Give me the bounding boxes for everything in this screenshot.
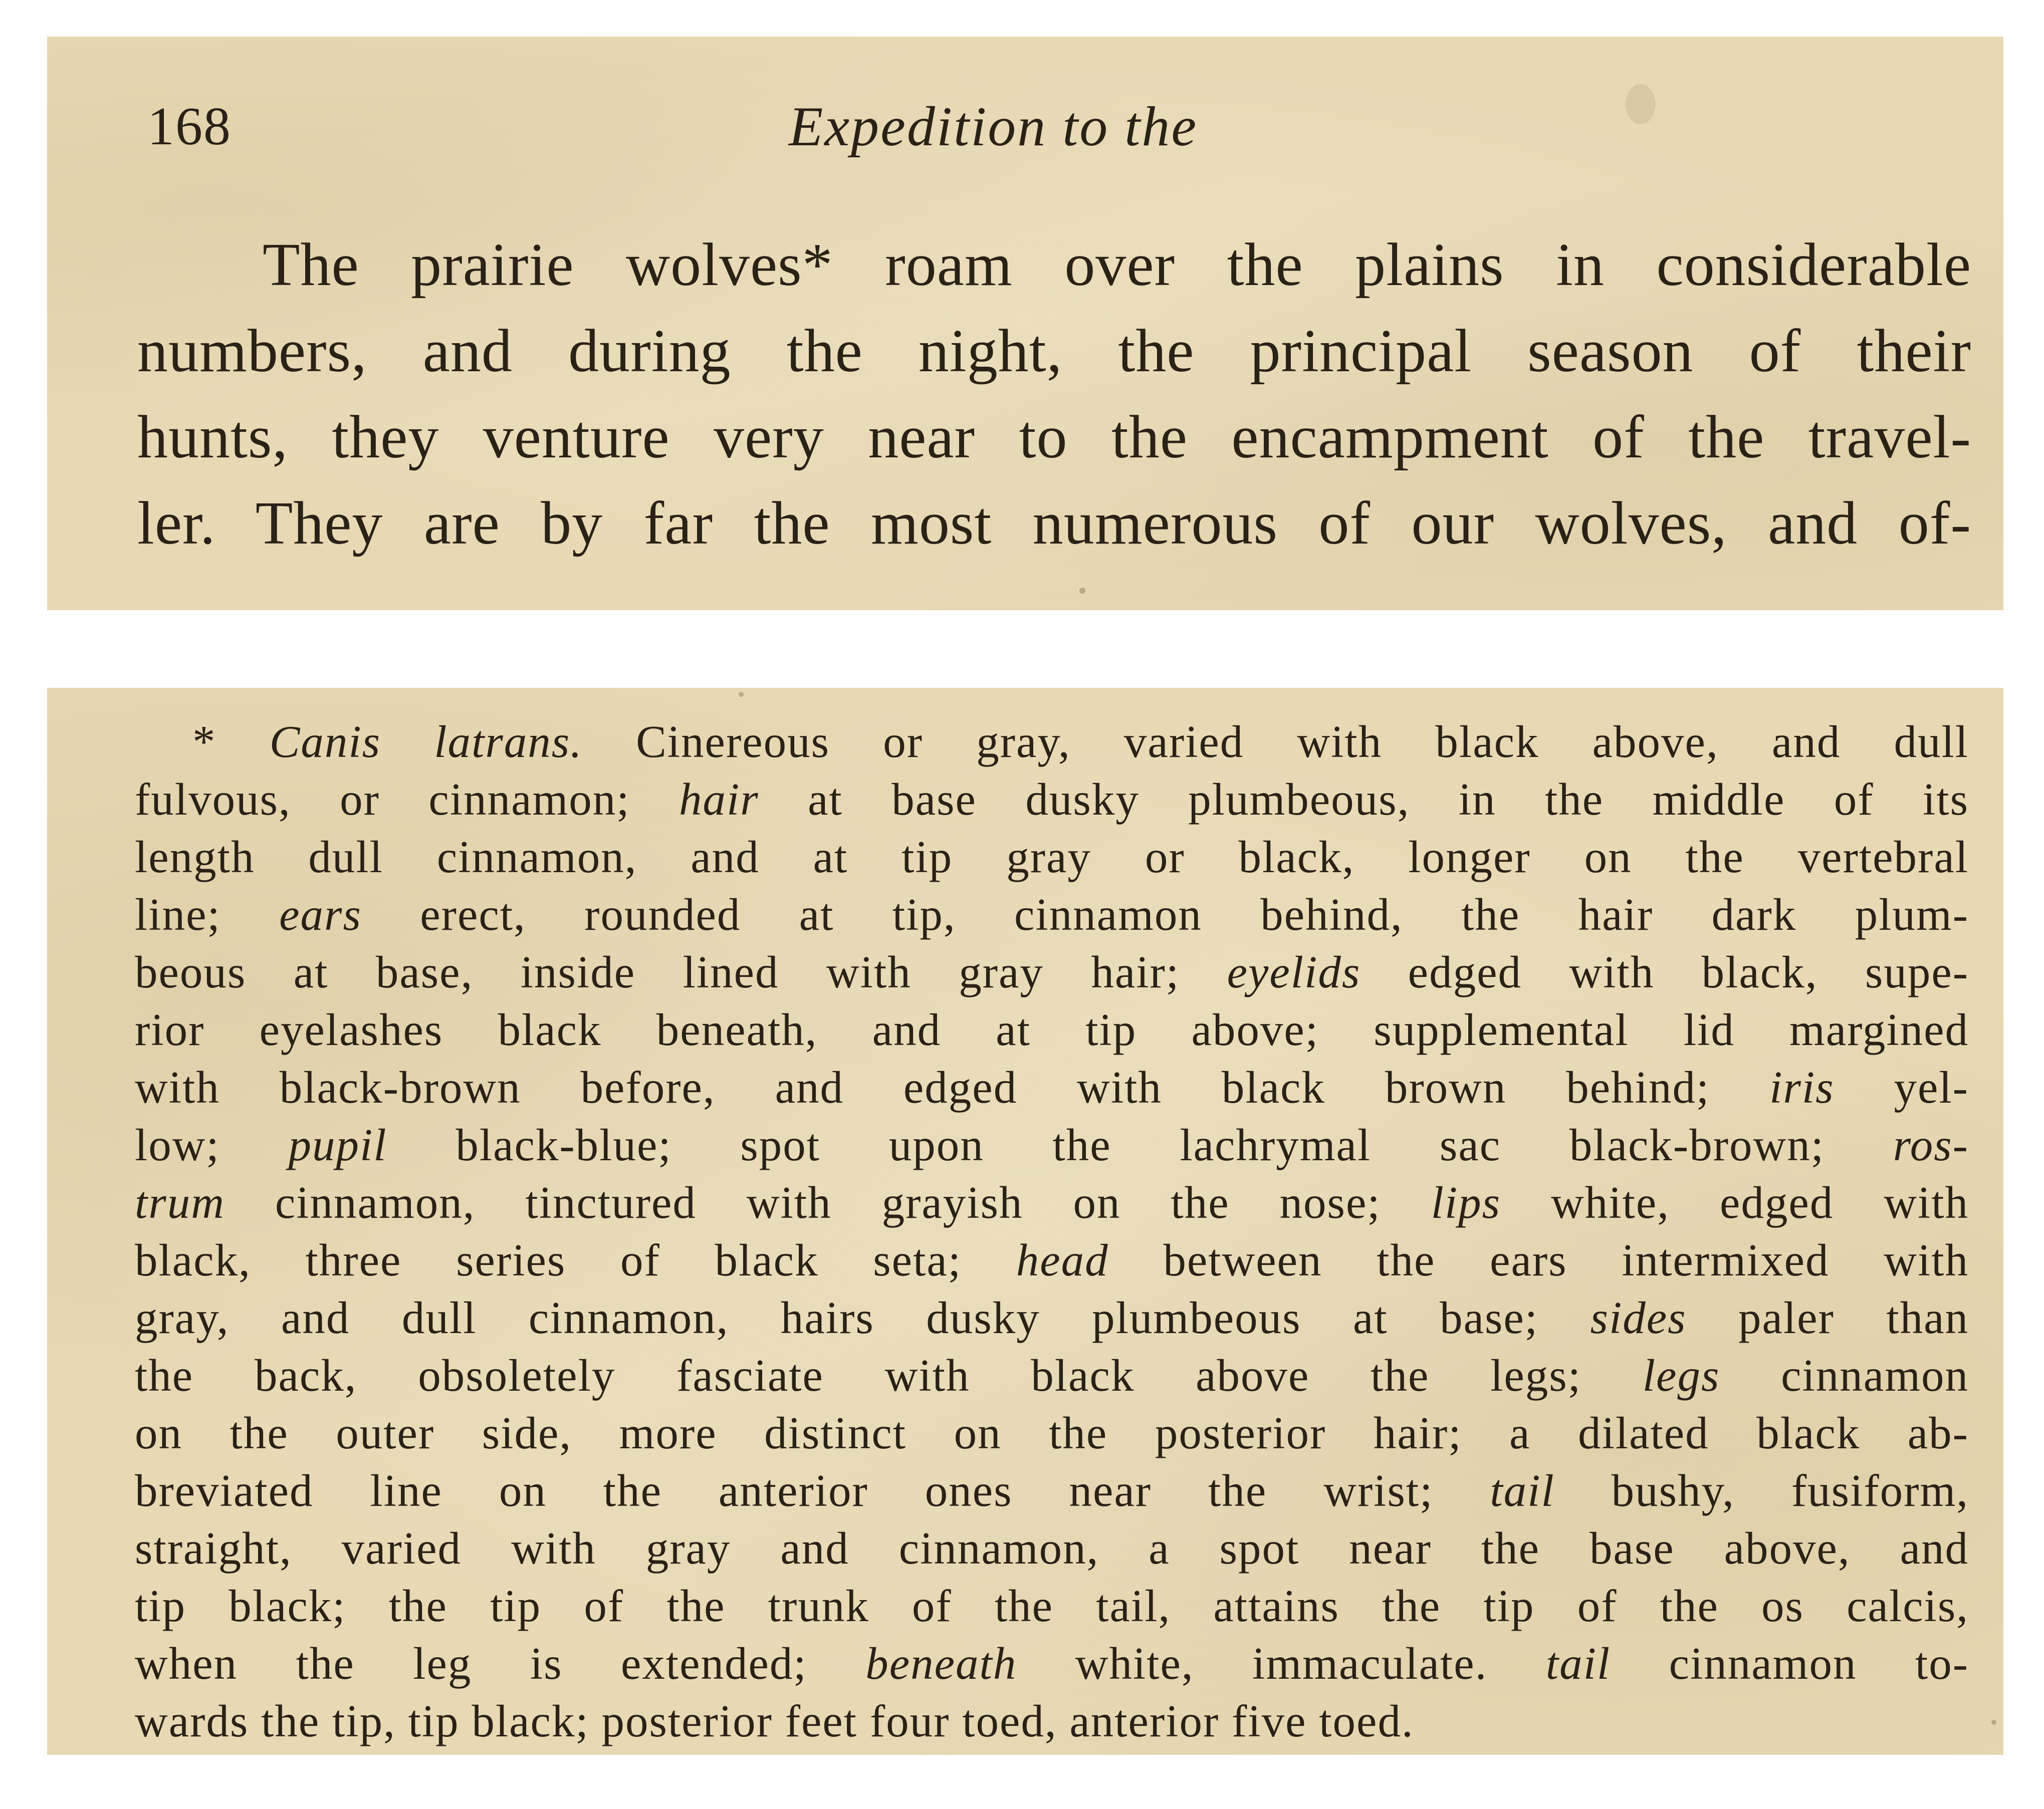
footnote-text: white, immaculate. [1017, 1638, 1546, 1689]
footnote-line [135, 1289, 1969, 1347]
body-line: hunts, they venture very near to the encampment of the travel- [137, 403, 1971, 471]
running-head [47, 97, 2003, 157]
footnote-italic-term: Canis latrans. [269, 716, 583, 767]
footnote-italic-term: pupil [288, 1120, 387, 1170]
footnote-italic-term: legs [1642, 1350, 1720, 1401]
footnote-text: rior eyelashes black beneath, and at tip above; supplemental lid margined [135, 1004, 1969, 1055]
footnote-block [135, 713, 1969, 1750]
footnote-line [135, 886, 1969, 943]
footnote-italic-term: head [1016, 1235, 1109, 1285]
footnote-text: edged with black, supe- [1360, 947, 1969, 997]
footnote-text: on the outer side, more distinct on the posterior hair; a dilated black ab- [135, 1408, 1969, 1458]
footnote-text: fulvous, or cinnamon; [135, 774, 679, 825]
footnote-italic-term: tail [1490, 1465, 1555, 1516]
footnote-text: Cinereous or gray, varied with black above, and dull [582, 716, 1969, 767]
page-number: 168 [147, 97, 232, 156]
footnote-text: when the leg is extended; [135, 1638, 866, 1689]
footnote-line [135, 1577, 1969, 1635]
footnote-italic-term: lips [1431, 1177, 1501, 1228]
running-title: Expedition to the [789, 96, 1198, 158]
footnote-line [135, 713, 1969, 770]
footnote-italic-term: tail [1545, 1638, 1611, 1689]
footnote-line [135, 828, 1969, 886]
footnote-italic-term: eyelids [1227, 947, 1361, 997]
footnote-text: white, edged with [1501, 1177, 1969, 1228]
footnote-text: length dull cinnamon, and at tip gray or black, longer on the vertebral [135, 832, 1969, 882]
footnote-line [135, 1462, 1969, 1519]
footnote-text: low; [135, 1120, 289, 1170]
footnote-text: black-blue; spot upon the lachrymal sac black-brown; [387, 1120, 1893, 1170]
footnote-line [135, 943, 1969, 1001]
footnote-text: the back, obsoletely fasciate with black above the legs; [135, 1350, 1643, 1401]
footnote-text: * [192, 716, 270, 767]
footnote-line [135, 1404, 1969, 1462]
footnote-text: yel- [1834, 1062, 1969, 1113]
footnote-line [135, 1174, 1969, 1231]
footnote-text: beous at base, inside lined with gray hair; [135, 947, 1227, 997]
footnote-line [135, 1347, 1969, 1404]
paper-stain [1626, 84, 1656, 124]
main-text-excerpt [47, 37, 2003, 610]
footnote-italic-term: iris [1769, 1062, 1835, 1113]
footnote-italic-term: beneath [865, 1638, 1017, 1689]
footnote-text: breviated line on the anterior ones near the wrist; [135, 1465, 1490, 1516]
footnote-italic-term: sides [1590, 1293, 1687, 1343]
footnote-line [135, 770, 1969, 828]
footnote-text: erect, rounded at tip, cinnamon behind, the hair dark plum- [361, 889, 1969, 940]
footnote-italic-term: ears [279, 889, 362, 940]
footnote-text: cinnamon to- [1611, 1638, 1969, 1689]
footnote-text: bushy, fusiform, [1554, 1465, 1969, 1516]
footnote-line [135, 1116, 1969, 1174]
footnote-text: between the ears intermixed with [1108, 1235, 1969, 1285]
footnote-text: cinnamon, tinctured with grayish on the nose; [224, 1177, 1431, 1228]
footnote-excerpt [47, 688, 2003, 1755]
footnote-line [135, 1635, 1969, 1692]
body-paragraph [137, 222, 1971, 567]
footnote-text: paler than [1686, 1293, 1969, 1343]
footnote-text: at base dusky plumbeous, in the middle of its [759, 774, 1969, 825]
footnote-line [135, 1519, 1969, 1577]
paper-speck [1991, 1720, 1996, 1725]
footnote-text: line; [135, 889, 280, 940]
footnote-text: black, three series of black seta; [135, 1235, 1016, 1285]
paper-speck [1079, 588, 1085, 594]
footnote-line [135, 1001, 1969, 1059]
footnote-text: tip black; the tip of the trunk of the tail, attains the tip of the os calcis, [135, 1581, 1969, 1631]
paper-speck [739, 692, 744, 697]
footnote-text: with black-brown before, and edged with black brown behind; [135, 1062, 1770, 1113]
footnote-italic-term: ros- [1893, 1120, 1969, 1170]
footnote-line [135, 1231, 1969, 1289]
body-line: The prairie wolves* roam over the plains in considerable [263, 231, 1971, 299]
footnote-text: wards the tip, tip black; posterior feet four toed, anterior five toed. [135, 1696, 1414, 1746]
body-line: numbers, and during the night, the principal season of their [137, 317, 1971, 385]
footnote-text: cinnamon [1720, 1350, 1969, 1401]
footnote-text: gray, and dull cinnamon, hairs dusky plumbeous at base; [135, 1293, 1591, 1343]
footnote-line [135, 1692, 1969, 1750]
footnote-italic-term: trum [135, 1177, 225, 1228]
footnote-text: straight, varied with gray and cinnamon, a spot near the base above, and [135, 1523, 1969, 1574]
body-line: ler. They are by far the most numerous of our wolves, and of- [137, 489, 1971, 557]
footnote-italic-term: hair [679, 774, 759, 825]
footnote-line [135, 1059, 1969, 1116]
